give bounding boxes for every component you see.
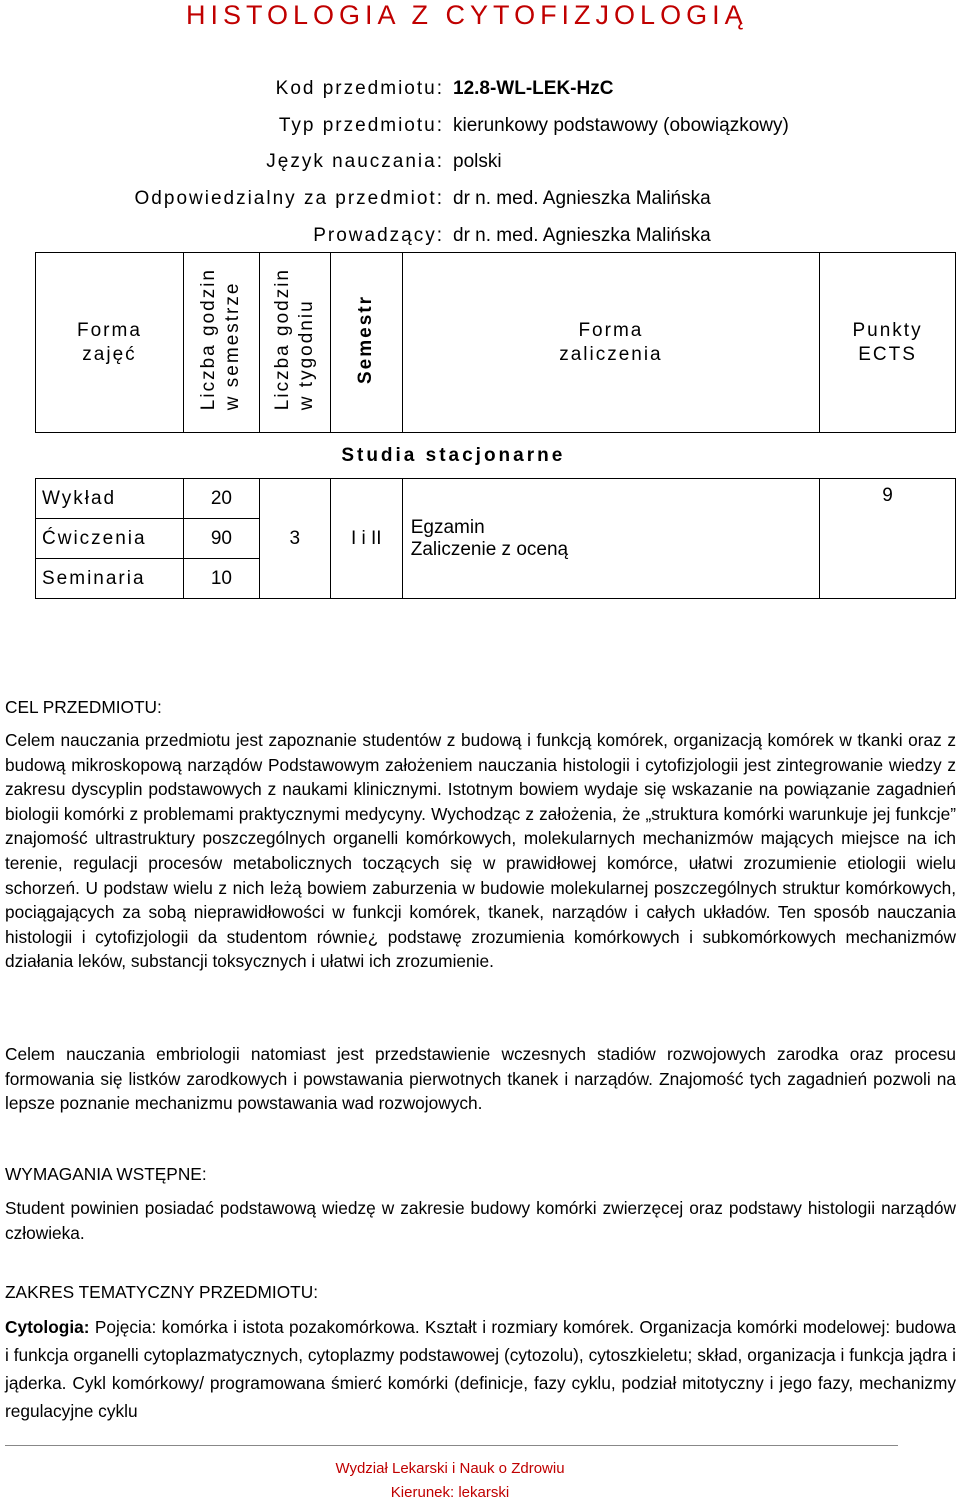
meta-row-odpowiedzialny xyxy=(0,188,960,212)
wymagania-heading: WYMAGANIA WSTĘPNE: xyxy=(5,1164,207,1184)
table-row xyxy=(36,479,956,519)
header-semestr: Semestr xyxy=(330,253,402,433)
meta-label: Odpowiedzialny za przedmiot: xyxy=(134,188,444,209)
empty-cell xyxy=(183,433,259,479)
cel-paragraph-1: Celem nauczania przedmiotu jest zapoznanie studentów z budową i funkcją komórek, organizacją komórek w tkanki oraz z budową mikroskopową narządów Podstawowym założeniem nauczania histologii i cytofizjologii jest zintegrowanie wiedzy z zakresu dyscyplin podstawowych z naukami klinicznymi. Istotnym bowiem wydaje się wskazanie na powiązanie zagadnień biologii komórki z problemami praktycznymi medycyny. Wychodząc z założenia, że „struktura komórki warunkuje jej funkcje” znajomość ultrastruktury poszczególnych organelli komórkowych, molekularnych mechanizmów mających miejsce na ich terenie, regulacji procesów metabolicznych toczących się w prawidłowej komórce, ułatwi zrozumienie etiologii wielu schorzeń. U podstaw wielu z nich leżą bowiem zaburzenia w budowie molekularnej poszczególnych struktur komórkowych, pociągających za sobą nieprawidłowości w funkcji komórek, tkanek, narządów i całych układów. Ten sposób nauczania histologii i cytofizjologii da studentom równie¿ podstawę zrozumienia komórkowych i subkomórkowych mechanizmów działania leków, substancji toksycznych i ułatwi ich zrozumienie. xyxy=(5,730,956,972)
page-title: HISTOLOGIA Z CYTOFIZJOLOGIĄ xyxy=(186,0,748,30)
godziny-tydzien: 3 xyxy=(259,479,330,599)
row-godziny: 20 xyxy=(183,479,259,519)
table-header-row xyxy=(36,253,956,433)
studia-stacjonarne: Studia stacjonarne xyxy=(330,433,955,479)
meta-value: dr n. med. Agnieszka Malińska xyxy=(453,188,711,209)
header-ects: Punkty ECTS xyxy=(820,253,956,433)
cel-heading: CEL PRZEDMIOTU: xyxy=(5,697,162,717)
cel-paragraph-2: Celem nauczania embriologii natomiast jest przedstawienie wczesnych stadiów rozwojowych zarodka oraz procesu formowania się listków zarodkowych i powstawania pierwotnych tkanek i narządów. Znajomość tych zagadnień pozwoli na lepsze poznanie mechanizmu powstawania wad rozwojowych. xyxy=(5,1044,956,1114)
zakres-text xyxy=(5,1313,956,1425)
footer-kierunek: Kierunek: lekarski xyxy=(390,1484,510,1501)
meta-label: Prowadzący: xyxy=(313,225,444,246)
empty-cell xyxy=(259,433,330,479)
studia-row xyxy=(36,433,956,479)
row-forma-label: Ćwiczenia xyxy=(36,519,184,559)
row-forma-label: Wykład xyxy=(36,479,184,519)
row-forma-label: Seminaria xyxy=(36,559,184,599)
meta-row-jezyk xyxy=(0,151,960,175)
header-forma-zajec: Forma zajęć xyxy=(36,253,184,433)
footer-wydzial: Wydział Lekarski i Nauk o Zdrowiu xyxy=(335,1460,565,1477)
meta-value: kierunkowy podstawowy (obowiązkowy) xyxy=(453,115,789,136)
forma-zaliczenia-value: Egzamin Zaliczenie z oceną xyxy=(402,479,819,599)
header-forma-zaliczenia: Forma zaliczenia xyxy=(402,253,819,433)
empty-cell xyxy=(36,433,184,479)
header-liczba-godzin-tydzien: Liczba godzin w tygodniu xyxy=(259,253,330,433)
zakres-lead: Cytologia: xyxy=(5,1317,90,1337)
footer-divider xyxy=(5,1445,898,1446)
header-liczba-godzin-semestr: Liczba godzin w semestrze xyxy=(183,253,259,433)
meta-row-prowadzacy xyxy=(0,225,960,249)
zakres-heading: ZAKRES TEMATYCZNY PRZEDMIOTU: xyxy=(5,1282,319,1302)
meta-value: 12.8-WL-LEK-HzC xyxy=(453,78,614,99)
row-godziny: 10 xyxy=(183,559,259,599)
semestr-value: I i II xyxy=(330,479,402,599)
ects-value: 9 xyxy=(820,479,956,599)
row-godziny: 90 xyxy=(183,519,259,559)
wymagania-text: Student powinien posiadać podstawową wiedzę w zakresie budowy komórki zwierzęcej oraz podstawy histologii narządów człowieka. xyxy=(5,1198,956,1243)
zakres-body: Pojęcia: komórka i istota pozakomórkowa. Kształt i rozmiary komórek. Organizacja komórki modelowej: budowa i funkcja organelli cytoplazmatycznych, cytoplazmy podstawowej (cytozolu), cytoszkieletu; skład, organizacja i funkcja jądra i jąderka. Cykl komórkowy/ programowana śmierć komórki (definicje, fazy cyklu, podział mitotyczny i jego fazy, mechanizmy regulacyjne cyklu xyxy=(5,1317,956,1421)
meta-row-kod xyxy=(0,78,960,102)
schedule-table xyxy=(35,252,956,599)
meta-value: polski xyxy=(453,151,502,172)
meta-value: dr n. med. Agnieszka Malińska xyxy=(453,225,711,246)
meta-row-typ xyxy=(0,115,960,139)
meta-label: Kod przedmiotu: xyxy=(275,78,444,99)
meta-label: Typ przedmiotu: xyxy=(278,115,444,136)
meta-label: Język nauczania: xyxy=(266,151,444,172)
